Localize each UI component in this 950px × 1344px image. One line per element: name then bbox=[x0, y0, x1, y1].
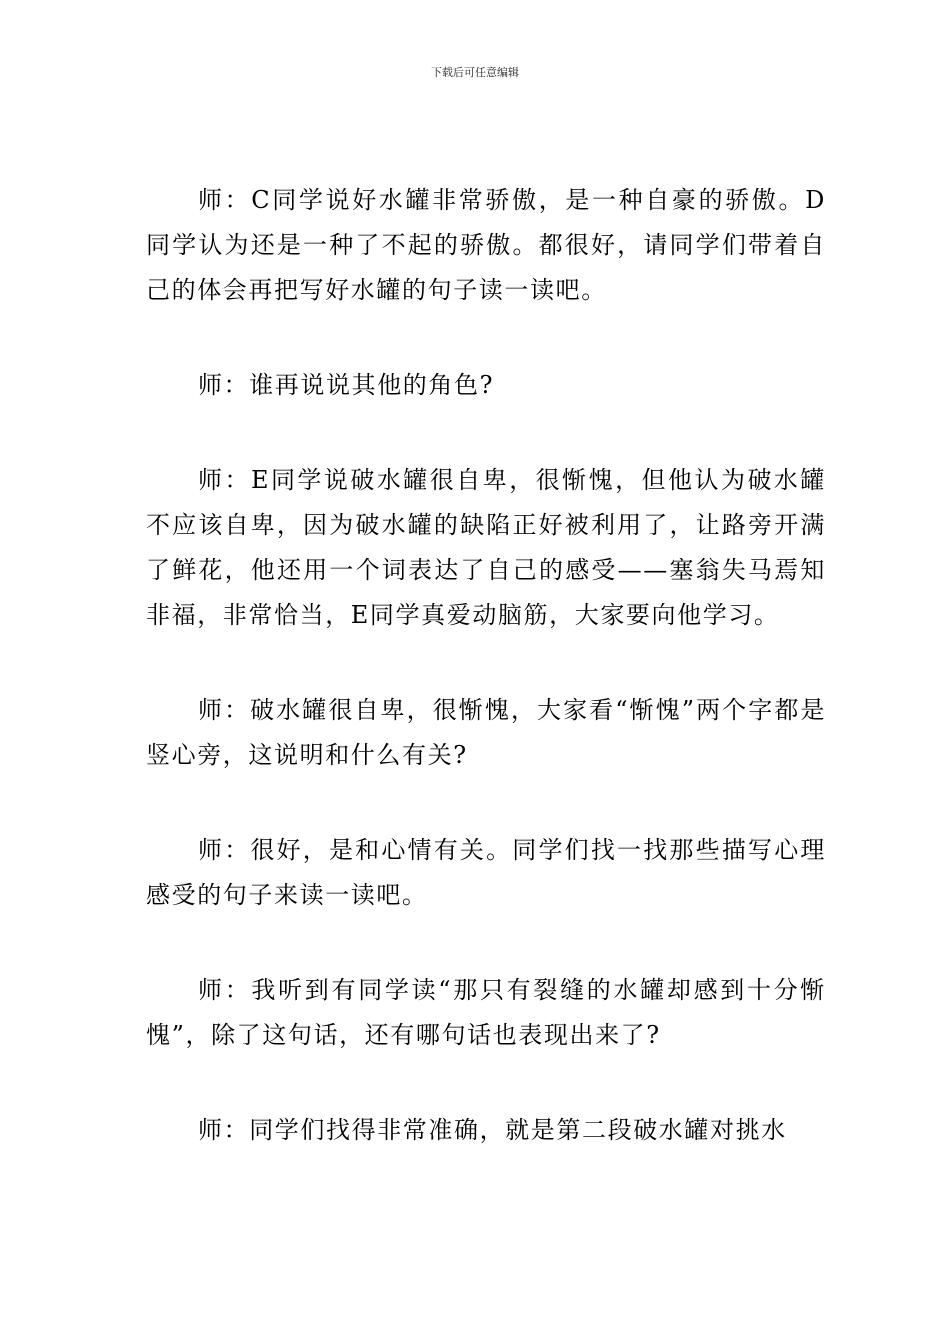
paragraph-5: 师：很好，是和心情有关。同学们找一找那些描写心理感受的句子来读一读吧。 bbox=[146, 836, 826, 909]
paragraph-1: 师：C同学说好水罐非常骄傲，是一种自豪的骄傲。D同学认为还是一种了不起的骄傲。都很好，请同学们带着自己的体会再把写好水罐的句子读一读吧。 bbox=[146, 186, 826, 304]
paragraph-4: 师：破水罐很自卑，很惭愧，大家看“惭愧”两个字都是竖心旁，这说明和什么有关? bbox=[146, 696, 826, 769]
page-header-note: 下载后可任意编辑 bbox=[431, 66, 519, 79]
paragraph-3: 师：E同学说破水罐很自卑，很惭愧，但他认为破水罐不应该自卑，因为破水罐的缺陷正好被利用了，让路旁开满了鲜花，他还用一个词表达了自己的感受——塞翁失马焉知非福，非常恰当，E同学真爱动脑筋，大家要向他学习。 bbox=[146, 466, 826, 629]
paragraph-7: 师：同学们找得非常准确，就是第二段破水罐对挑水 bbox=[198, 1116, 787, 1144]
document-body bbox=[146, 178, 826, 1153]
paragraph-2: 师：谁再说说其他的角色? bbox=[198, 371, 495, 399]
paragraph-6: 师：我听到有同学读“那只有裂缝的水罐却感到十分惭愧”，除了这句话，还有哪句话也表现出来了? bbox=[146, 976, 826, 1049]
